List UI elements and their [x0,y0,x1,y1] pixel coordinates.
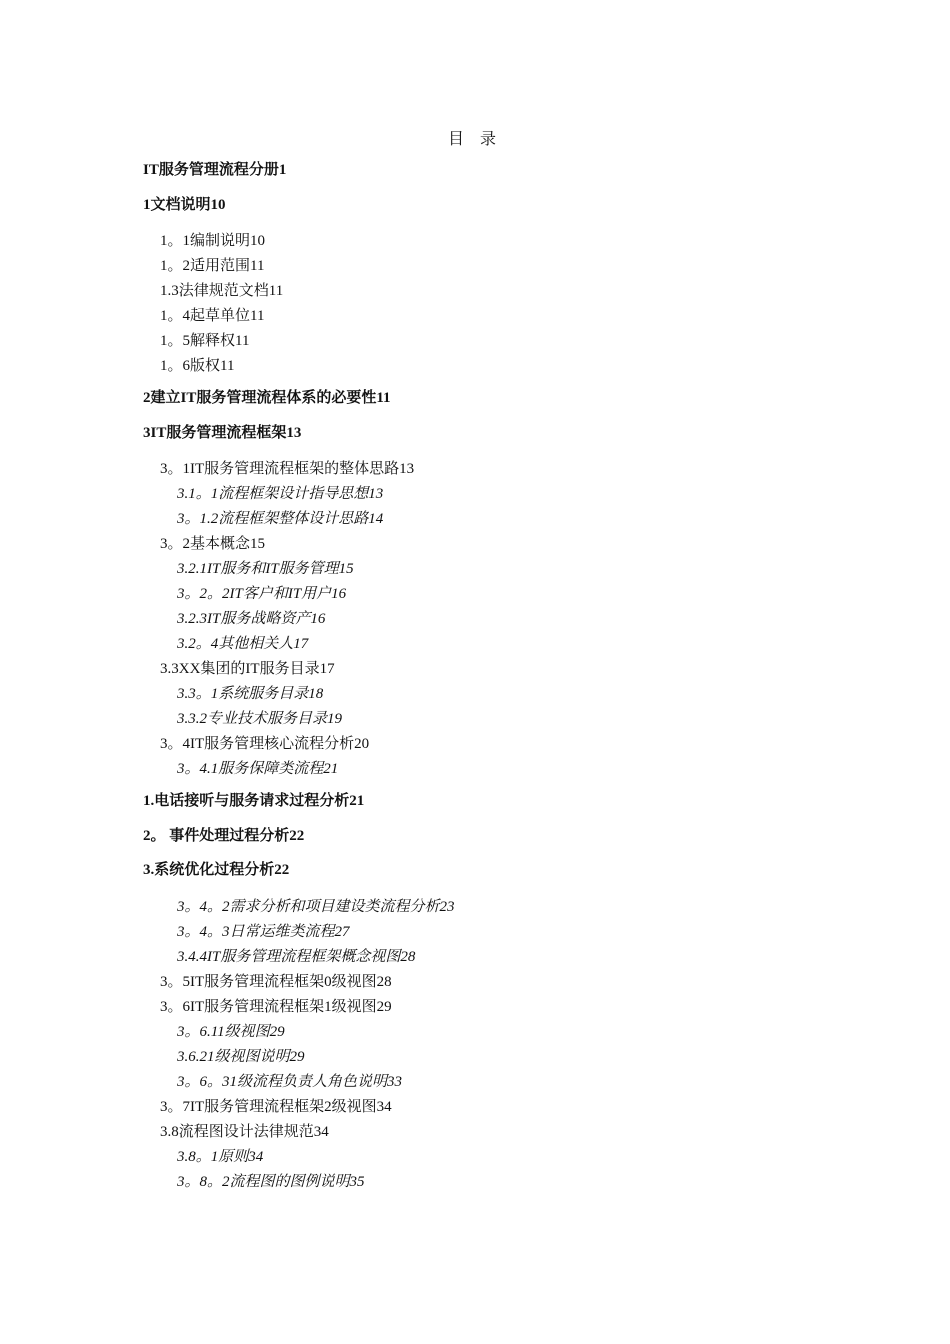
toc-entry[interactable]: 2。 事件处理过程分析22 [143,827,305,844]
toc-entry[interactable]: 3.2.3IT服务战略资产16 [177,611,326,627]
toc-entry[interactable]: 1.电话接听与服务请求过程分析21 [143,793,365,809]
toc-entry[interactable]: 1文档说明10 [143,196,226,213]
toc-entry[interactable]: 3.1。1流程框架设计指导思想13 [177,486,384,502]
toc-entry[interactable]: 3。4IT服务管理核心流程分析20 [160,736,370,752]
toc-entry[interactable]: 3.3。1系统服务目录18 [177,686,324,702]
toc-entry[interactable]: 3。1.2流程框架整体设计思路14 [177,511,384,527]
toc-entry[interactable]: 3。6。31级流程负责人角色说明33 [177,1073,403,1090]
toc-entry[interactable]: 1。6版权11 [160,358,235,374]
toc-entry[interactable]: 3.4.4IT服务管理流程框架概念视图28 [177,948,416,965]
toc-entry[interactable]: 3。1IT服务管理流程框架的整体思路13 [160,461,415,477]
toc-entry[interactable]: 3.8。1原则34 [177,1148,264,1165]
toc-entry[interactable]: 3。6IT服务管理流程框架1级视图29 [160,998,392,1015]
toc-entry[interactable]: 3。5IT服务管理流程框架0级视图28 [160,973,392,990]
toc-entry[interactable]: 3。4。3日常运维类流程27 [177,923,350,940]
toc-entry[interactable]: 3。2。2IT客户和IT用户16 [177,586,347,602]
toc-entry[interactable]: 2建立IT服务管理流程体系的必要性11 [143,390,391,406]
toc-entry[interactable]: 1。2适用范围11 [160,258,265,274]
toc-entry[interactable]: 3IT服务管理流程框架13 [143,424,302,441]
toc-entry[interactable]: 3。8。2流程图的图例说明35 [177,1173,365,1190]
toc-entry[interactable]: 3.2.1IT服务和IT服务管理15 [177,561,354,577]
toc-entry[interactable]: 3.2。4其他相关人17 [177,636,309,652]
toc-list [143,160,863,1195]
toc-entry[interactable]: 3.3XX集团的IT服务目录17 [160,661,335,677]
toc-entry[interactable]: 3。2基本概念15 [160,536,266,552]
toc-entry[interactable]: IT服务管理流程分册1 [143,162,287,178]
toc-entry[interactable]: 1。4起草单位11 [160,308,265,324]
toc-entry[interactable]: 1。1编制说明10 [160,233,266,249]
toc-entry[interactable]: 3。7IT服务管理流程框架2级视图34 [160,1098,392,1115]
toc-entry[interactable]: 3.3.2专业技术服务目录19 [177,711,343,727]
toc-entry[interactable]: 3。4.1服务保障类流程21 [177,761,339,777]
toc-entry[interactable]: 3。4。2需求分析和项目建设类流程分析23 [177,898,455,915]
toc-entry[interactable]: 3.6.21级视图说明29 [177,1048,305,1065]
toc-entry[interactable]: 3.8流程图设计法律规范34 [160,1123,329,1140]
toc-entry[interactable]: 1。5解释权11 [160,333,250,349]
toc-title: 目 录 [447,131,502,148]
toc-entry[interactable]: 3。6.11级视图29 [177,1023,285,1040]
toc-entry[interactable]: 1.3法律规范文档11 [160,283,284,299]
toc-entry[interactable]: 3.系统优化过程分析22 [143,862,290,878]
